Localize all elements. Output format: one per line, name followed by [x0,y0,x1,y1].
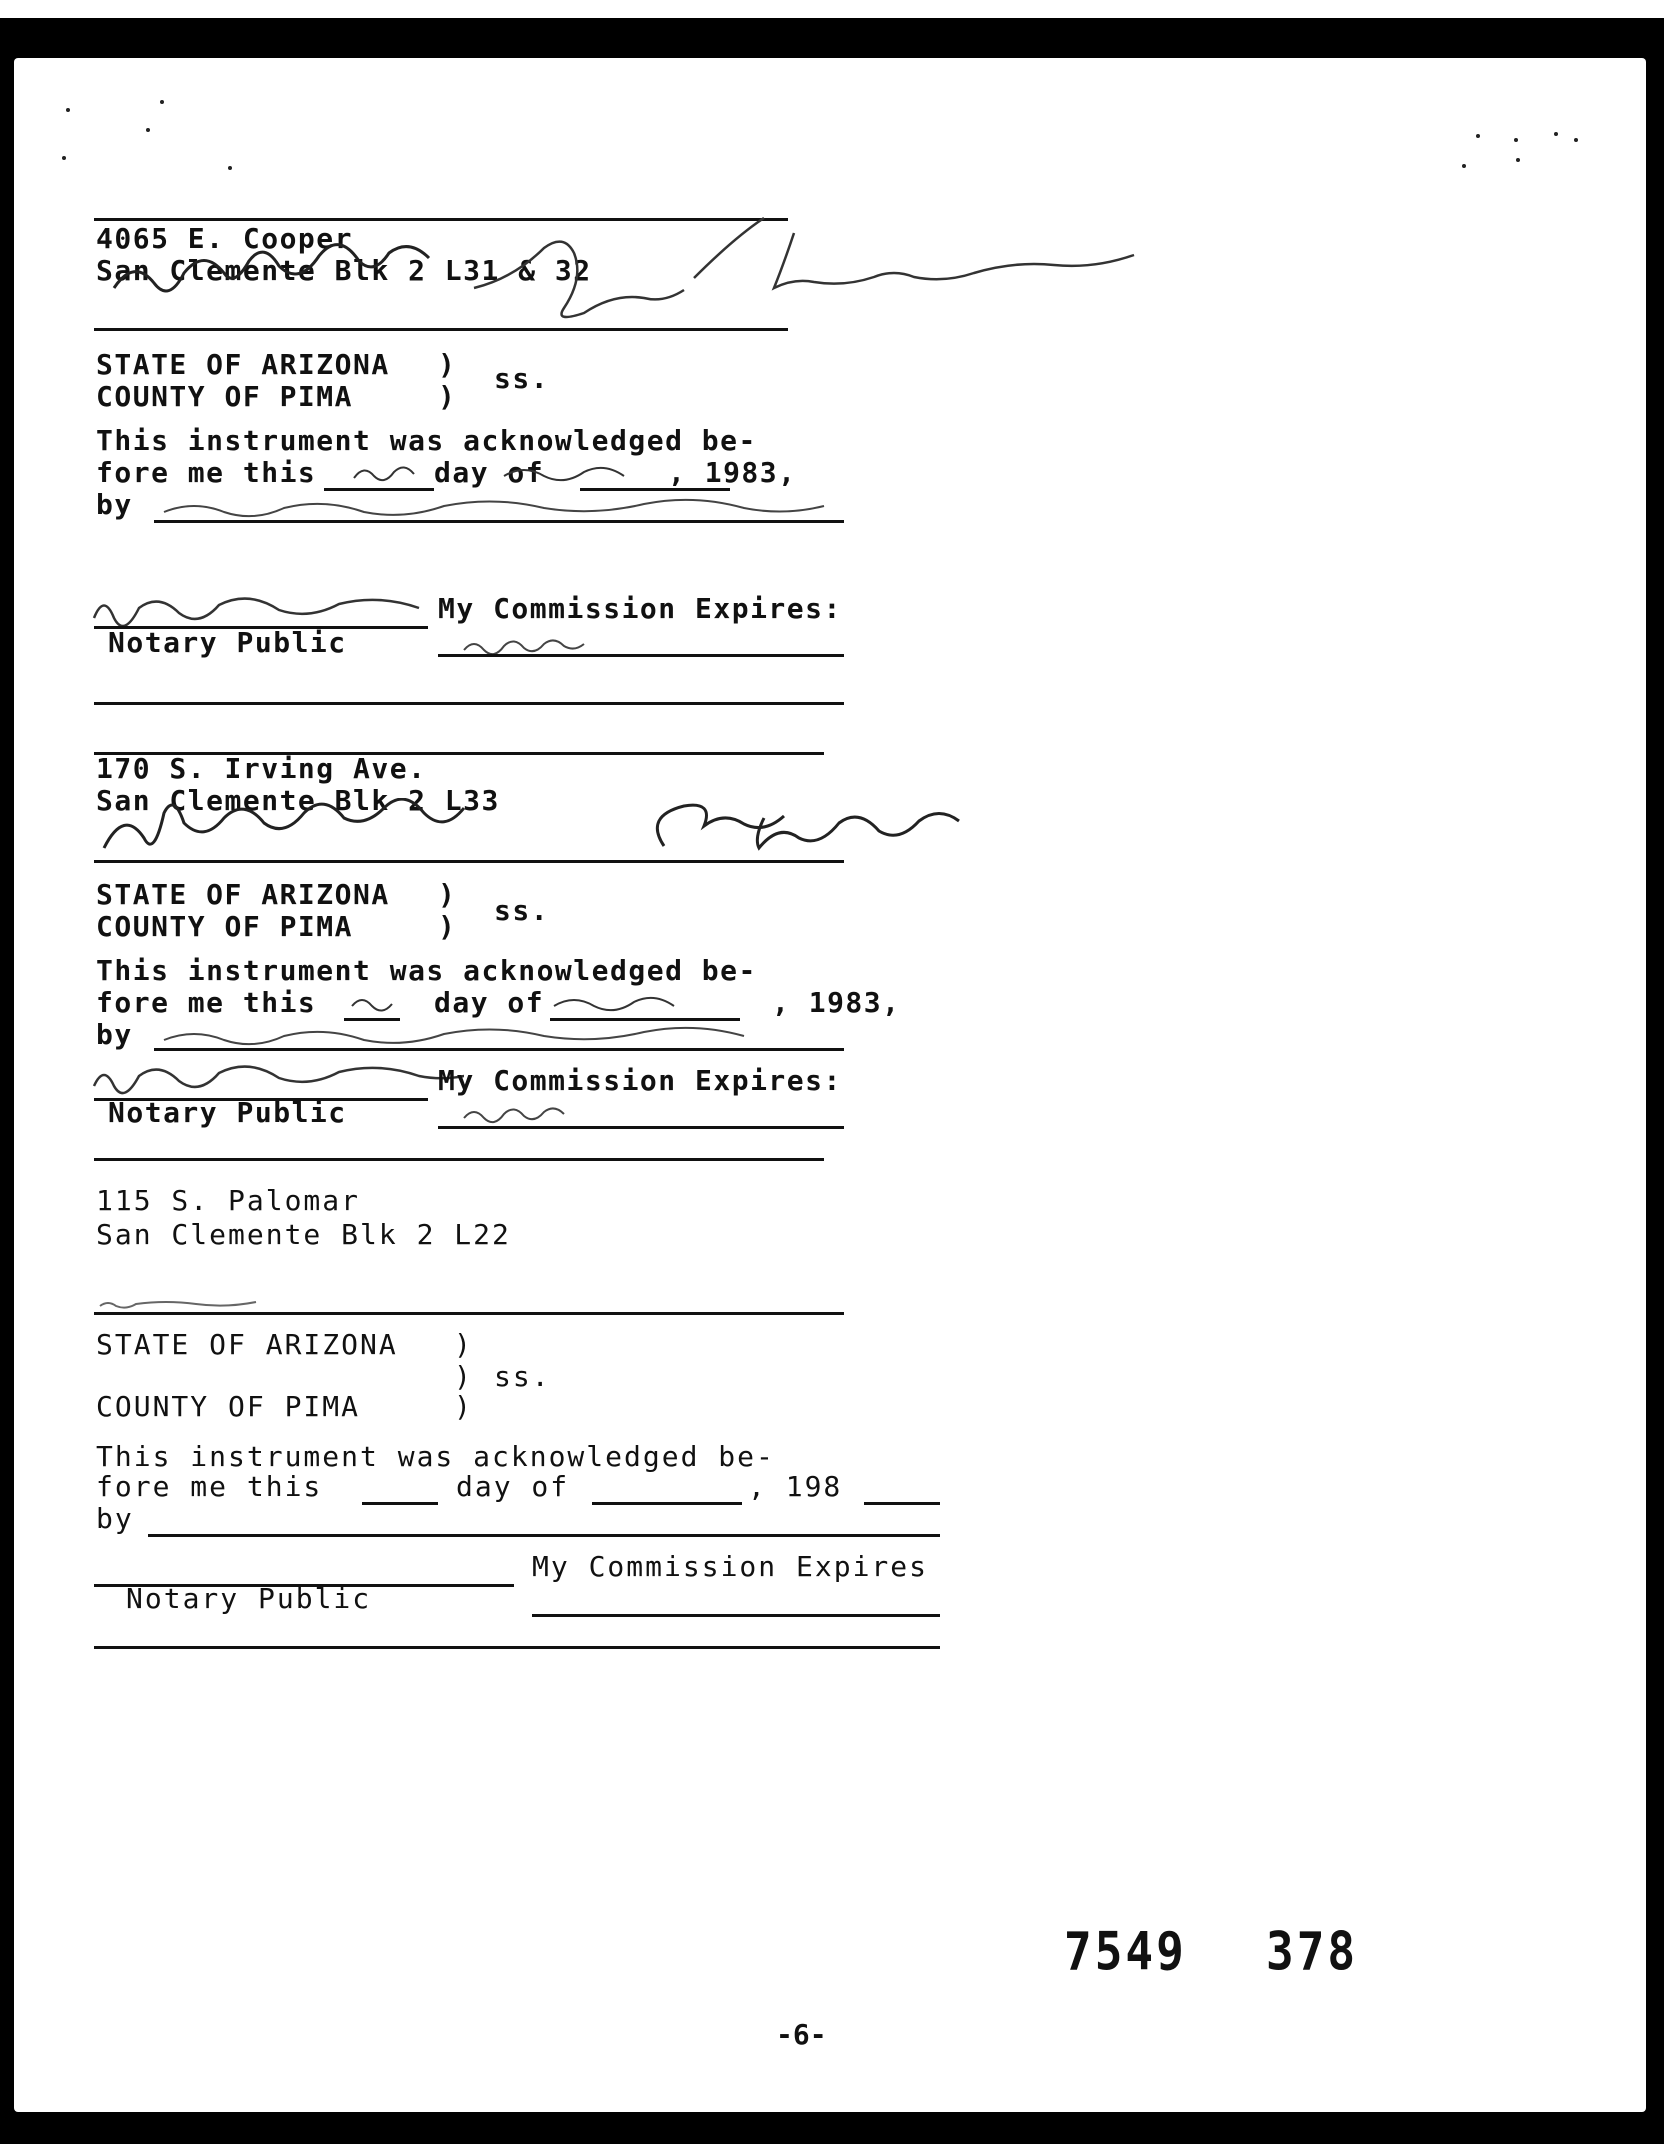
county-line: COUNTY OF PIMA [96,380,354,413]
scan-speck [146,128,150,132]
paren: ) [454,1390,473,1423]
by-label: by [96,488,133,521]
ack-line-2b: day of [434,986,545,1019]
ack-line-2b: day of [434,456,545,489]
scan-speck [66,108,70,112]
property-lot: San Clemente Blk 2 L31 & 32 [96,254,592,287]
scan-speck [228,166,232,170]
property-lot: San Clemente Blk 2 L22 [96,1218,511,1251]
property-lot: San Clemente Blk 2 L33 [96,784,500,817]
ack-line-1: This instrument was acknowledged be- [96,954,757,987]
scan-speck [1514,138,1518,142]
signature-line [94,860,844,863]
notary-label: Notary Public [108,1096,347,1129]
handwritten-date [344,450,664,490]
notary-label: Notary Public [108,626,347,659]
signature-line [94,1312,844,1315]
expiry-line [438,654,844,657]
state-line: STATE OF ARIZONA [96,348,390,381]
by-line [154,520,844,523]
owner-signatures [74,208,1334,328]
paren: ) [438,380,457,413]
ack-line-2b: day of [456,1470,570,1503]
notary-label: Notary Public [126,1582,372,1615]
ack-year: , 1983, [772,986,901,1019]
day-line [362,1502,438,1505]
commission-label: My Commission Expires: [438,1064,842,1097]
handwritten-expiry [454,1098,654,1128]
page-number: -6- [776,2018,827,2051]
ack-line-1: This instrument was acknowledged be- [96,1440,775,1473]
handwritten-names [154,488,854,524]
ack-year: , 198 [748,1470,843,1503]
property-address: 170 S. Irving Ave. [96,752,427,785]
ack-year: , 1983, [668,456,797,489]
paren: ) [438,910,457,943]
document-page [14,58,1646,2112]
scan-speck [1554,132,1558,136]
ack-line-2a: fore me this [96,1470,323,1503]
scan-speck [160,100,164,104]
paren: ) [454,1328,473,1361]
scan-speck [1462,164,1466,168]
county-line: COUNTY OF PIMA [96,1390,361,1423]
paren: ) [454,1360,473,1393]
scan-speck [1574,138,1578,142]
expiry-line [532,1614,940,1617]
notary-signature [84,1058,464,1098]
scan-speck [1516,158,1520,162]
divider [94,702,844,705]
handwritten-names [154,1020,794,1050]
scan-speck [1476,134,1480,138]
expiry-line [438,1126,844,1129]
handwritten-date [344,980,744,1020]
ack-line-2a: fore me this [96,456,317,489]
year-line [864,1502,940,1505]
by-line [148,1534,940,1537]
ss-label: ss. [494,362,550,395]
signature-line [94,328,788,331]
state-line: STATE OF ARIZONA [96,1328,398,1361]
top-edge [0,0,1664,18]
ack-line-1: This instrument was acknowledged be- [96,424,757,457]
by-label: by [96,1018,133,1051]
month-line [592,1502,742,1505]
ss-label: ss. [494,1360,551,1393]
ack-line-2a: fore me this [96,986,317,1019]
county-line: COUNTY OF PIMA [96,910,354,943]
divider [94,1158,824,1161]
owner-signatures [84,798,1104,868]
page-stamp-number: 378 [1266,1919,1359,1983]
property-address: 4065 E. Cooper [96,222,354,255]
commission-label: My Commission Expires: [438,592,842,625]
property-address: 115 S. Palomar [96,1184,361,1217]
divider [94,1646,940,1649]
paren: ) [438,878,457,911]
by-line [154,1048,844,1051]
state-line: STATE OF ARIZONA [96,878,390,911]
paren: ) [438,348,457,381]
ss-label: ss. [494,894,550,927]
by-label: by [96,1502,134,1535]
scan-speck [62,156,66,160]
docket-number: 7549 [1064,1919,1187,1983]
faint-mark [94,1292,274,1312]
commission-label: My Commission Expires [532,1550,929,1583]
